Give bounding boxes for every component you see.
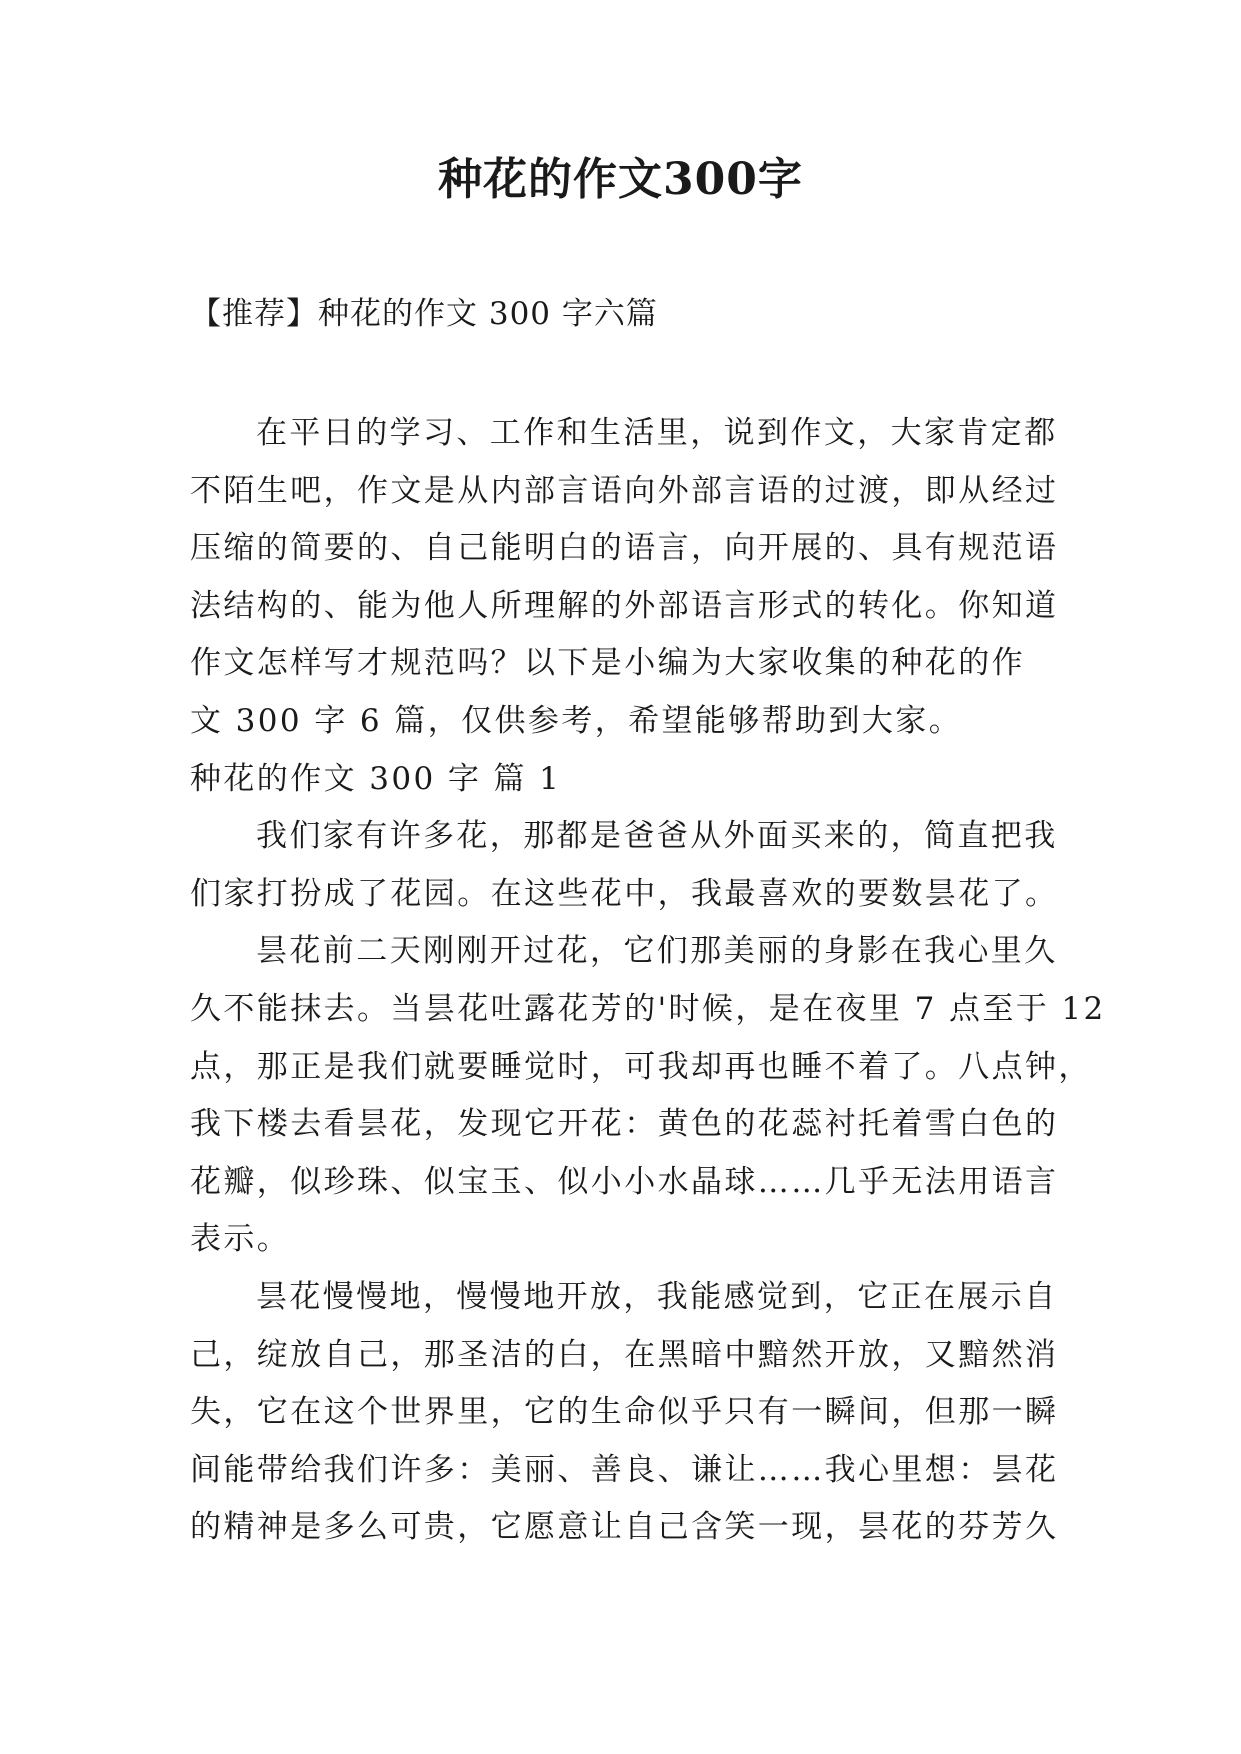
text-line: 点，那正是我们就要睡觉时，可我却再也睡不着了。八点钟， [190,1048,1092,1085]
text-line: 作文怎样写才规范吗？以下是小编为大家收集的种花的作 [190,645,1025,682]
text-line: 我们家有许多花，那都是爸爸从外面买来的，简直把我 [256,818,1058,855]
text-line: 文 300 字 6 篇，仅供参考，希望能够帮助到大家。 [190,702,963,739]
document-subtitle: 【推荐】种花的作文 300 字六篇 [190,296,658,332]
text-line: 间能带给我们许多：美丽、善良、谦让……我心里想：昙花 [190,1451,1059,1488]
document-body [190,405,1106,1557]
text-line: 失，它在这个世界里，它的生命似乎只有一瞬间，但那一瞬 [190,1394,1059,1431]
text-line: 己，绽放自己，那圣洁的白，在黑暗中黯然开放，又黯然消 [190,1336,1059,1373]
text-line: 表示。 [190,1221,291,1258]
text-line: 花瓣，似珍珠、似宝玉、似小小水晶球……几乎无法用语言 [190,1163,1059,1200]
text-line: 昙花前二天刚刚开过花，它们那美丽的身影在我心里久 [256,933,1058,970]
text-line: 种花的作文 300 字 篇 1 [190,760,562,797]
text-line: 不陌生吧，作文是从内部言语向外部言语的过渡，即从经过 [190,472,1059,509]
document-title: 种花的作文300字 [438,154,803,205]
text-line: 的精神是多么可贵，它愿意让自己含笑一现，昙花的芬芳久 [190,1509,1059,1546]
text-line: 昙花慢慢地，慢慢地开放，我能感觉到，它正在展示自 [256,1278,1058,1315]
text-line: 法结构的、能为他人所理解的外部语言形式的转化。你知道 [190,587,1059,624]
text-line: 在平日的学习、工作和生活里，说到作文，大家肯定都 [256,415,1058,451]
text-line: 久不能抹去。当昙花吐露花芳的'时候，是在夜里 7 点至于 12 [190,990,1106,1027]
text-line: 们家打扮成了花园。在这些花中，我最喜欢的要数昙花了。 [190,875,1059,912]
text-line: 压缩的简要的、自己能明白的语言，向开展的、具有规范语 [190,530,1059,567]
text-line: 我下楼去看昙花，发现它开花：黄色的花蕊衬托着雪白色的 [190,1106,1059,1143]
